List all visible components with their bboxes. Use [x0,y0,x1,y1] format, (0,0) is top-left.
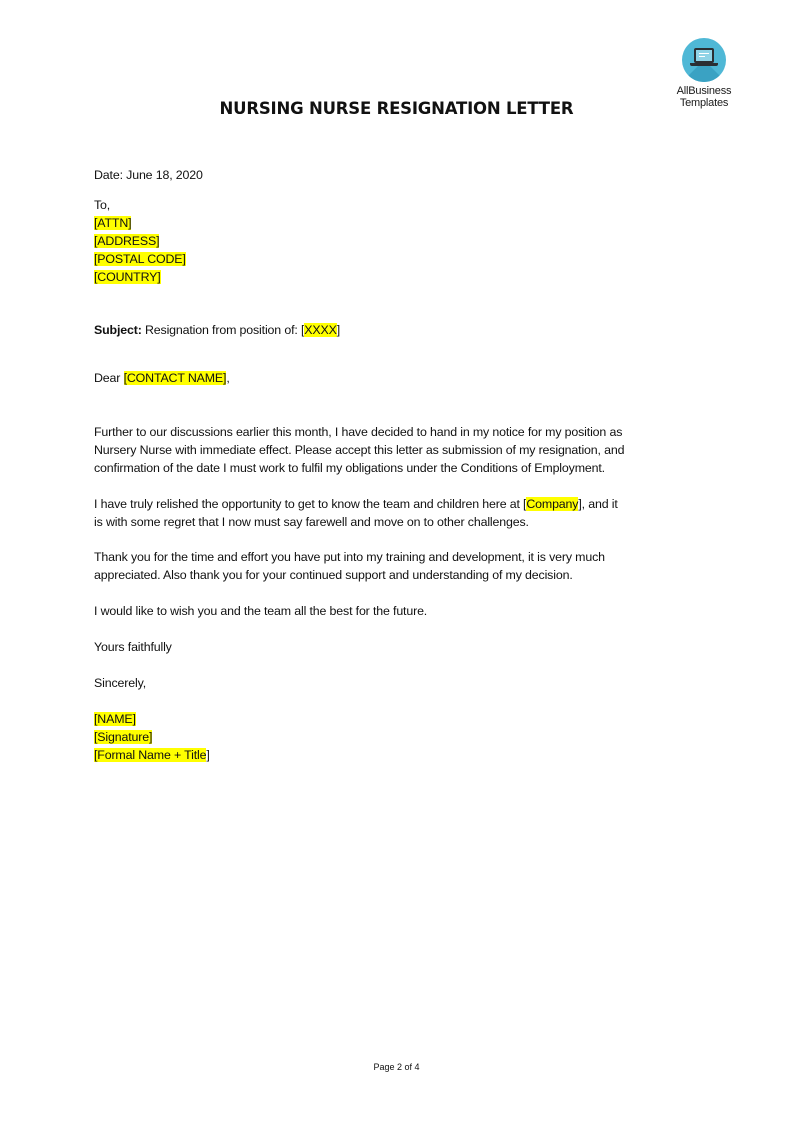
paragraph-1-line: Nursery Nurse with immediate effect. Please accept this letter as submission of my resignation, and [94,443,625,457]
paragraph-4: I would like to wish you and the team all the best for the future. [94,604,428,618]
paragraph-3-line: Thank you for the time and effort you have put into my training and development, it is very much [94,550,605,564]
signature-formal-bracket: ] [206,748,210,762]
subject-label: Subject: [94,323,142,337]
date-line: Date: June 18, 2020 [94,168,203,182]
page-title: NURSING NURSE RESIGNATION LETTER [219,99,574,118]
paragraph-2-text: I have truly relished the opportunity to get to know the team and children here at [ [94,497,527,511]
paragraph-2-text-after: ], and it [578,497,618,511]
salutation-dear: Dear [94,371,124,385]
subject-placeholder: XXXX [304,323,337,337]
company-placeholder: Company [526,497,579,511]
paragraph-3 [94,548,605,584]
paragraph-1-line: Further to our discussions earlier this month, I have decided to hand in my notice for my position as [94,425,623,439]
signature-name: [NAME] [94,712,136,726]
signature-block [94,710,210,764]
signature-placeholder: [Signature] [94,730,153,744]
logo-line-1: AllBusiness [676,85,732,97]
laptop-icon [682,38,726,82]
subject-line [94,321,340,339]
recipient-to: To, [94,198,111,212]
subject-bracket: ] [336,323,341,337]
salutation-contact-name: [CONTACT NAME] [123,371,227,385]
closing-sincerely: Sincerely, [94,676,146,690]
recipient-country: [COUNTRY] [94,270,161,284]
subject-text: Resignation from position of: [ [141,323,305,337]
salutation-comma: , [226,371,230,385]
paragraph-2 [94,495,618,531]
paragraph-1 [94,423,624,477]
paragraph-3-line: appreciated. Also thank you for your continued support and understanding of my decision. [94,568,573,582]
paragraph-2-line: is with some regret that I now must say farewell and move on to other challenges. [94,515,529,529]
logo-line-2: Templates [679,97,729,109]
recipient-attn: [ATTN] [94,216,132,230]
closing-yours-faithfully: Yours faithfully [94,640,172,654]
salutation [94,369,230,387]
signature-formal-name: [Formal Name + Title [94,748,207,762]
recipient-address: [ADDRESS] [94,234,160,248]
page-number: Page 2 of 4 [373,1062,420,1072]
paragraph-1-line: confirmation of the date I must work to fulfil my obligations under the Conditions of Employment. [94,461,605,475]
recipient-block [94,196,186,286]
recipient-postal-code: [POSTAL CODE] [94,252,186,266]
